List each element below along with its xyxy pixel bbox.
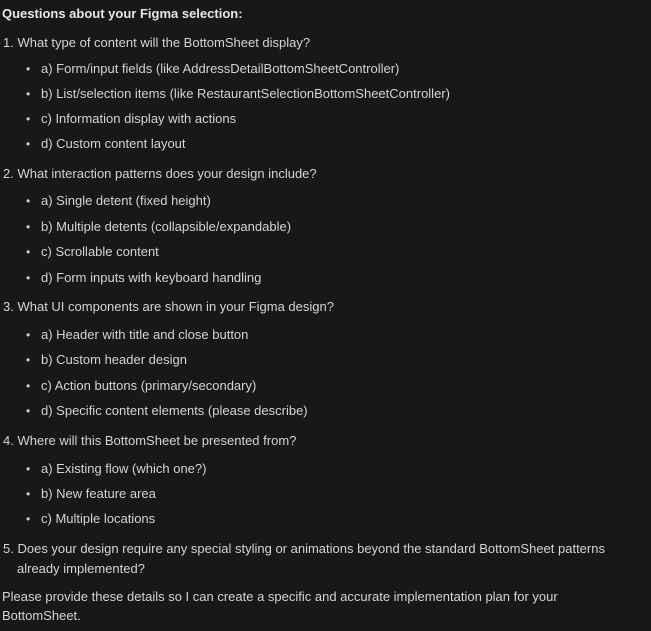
question-number: 1.	[3, 35, 14, 50]
question-text: Where will this BottomSheet be presented from?	[17, 433, 297, 448]
question-number: 4.	[3, 433, 14, 448]
option-label: a) Form/input fields (like AddressDetailBottomSheetController)	[41, 61, 400, 76]
question-5	[3, 540, 643, 578]
list-item	[26, 269, 261, 287]
bullet-icon: •	[26, 353, 31, 367]
option-label: a) Existing flow (which one?)	[41, 461, 207, 476]
bullet-icon: •	[26, 328, 31, 342]
option-label: a) Header with title and close button	[41, 327, 249, 342]
question-number: 3.	[3, 299, 14, 314]
list-item	[26, 218, 291, 236]
question-2	[3, 165, 643, 183]
question-1	[3, 34, 643, 52]
bullet-icon: •	[26, 462, 31, 476]
question-text: What type of content will the BottomSheet display?	[17, 35, 311, 50]
list-item	[26, 326, 248, 344]
closing-paragraph: Please provide these details so I can create a specific and accurate implementation plan for your BottomSheet.	[2, 589, 558, 623]
list-item	[26, 135, 186, 153]
option-label: c) Scrollable content	[41, 244, 159, 259]
question-text-line-1	[3, 540, 643, 558]
question-text: What interaction patterns does your design include?	[17, 166, 317, 181]
question-3	[3, 298, 643, 316]
question-text-line-2: already implemented?	[17, 561, 145, 576]
bullet-icon: •	[26, 379, 31, 393]
bullet-icon: •	[26, 87, 31, 101]
bullet-icon: •	[26, 404, 31, 418]
list-item	[26, 485, 156, 503]
bullet-icon: •	[26, 137, 31, 151]
option-label: c) Multiple locations	[41, 511, 156, 526]
bullet-icon: •	[26, 62, 31, 76]
list-item	[26, 460, 206, 478]
option-label: c) Action buttons (primary/secondary)	[41, 378, 257, 393]
bullet-icon: •	[26, 245, 31, 259]
option-label: a) Single detent (fixed height)	[41, 193, 211, 208]
option-label: b) Custom header design	[41, 352, 187, 367]
list-item	[26, 402, 308, 420]
question-4	[3, 432, 643, 450]
bullet-icon: •	[26, 271, 31, 285]
question-number: 5.	[3, 541, 14, 556]
list-item	[26, 377, 256, 395]
option-label: d) Specific content elements (please describe)	[41, 403, 308, 418]
option-label: b) New feature area	[41, 486, 156, 501]
option-label: d) Form inputs with keyboard handling	[41, 270, 262, 285]
list-item	[26, 510, 155, 528]
list-item	[26, 110, 236, 128]
option-label: c) Information display with actions	[41, 111, 237, 126]
question-text: Does your design require any special styling or animations beyond the standard BottomSheet patterns	[17, 541, 605, 556]
bullet-icon: •	[26, 487, 31, 501]
heading: Questions about your Figma selection:	[2, 6, 243, 21]
list-item	[26, 60, 399, 78]
bullet-icon: •	[26, 220, 31, 234]
list-item	[26, 351, 187, 369]
question-text: What UI components are shown in your Figma design?	[17, 299, 334, 314]
list-item	[26, 85, 450, 103]
bullet-icon: •	[26, 194, 31, 208]
list-item	[26, 192, 211, 210]
option-label: d) Custom content layout	[41, 136, 186, 151]
bullet-icon: •	[26, 512, 31, 526]
option-label: b) Multiple detents (collapsible/expandable)	[41, 219, 292, 234]
option-label: b) List/selection items (like RestaurantSelectionBottomSheetController)	[41, 86, 450, 101]
bullet-icon: •	[26, 112, 31, 126]
question-number: 2.	[3, 166, 14, 181]
list-item	[26, 243, 159, 261]
